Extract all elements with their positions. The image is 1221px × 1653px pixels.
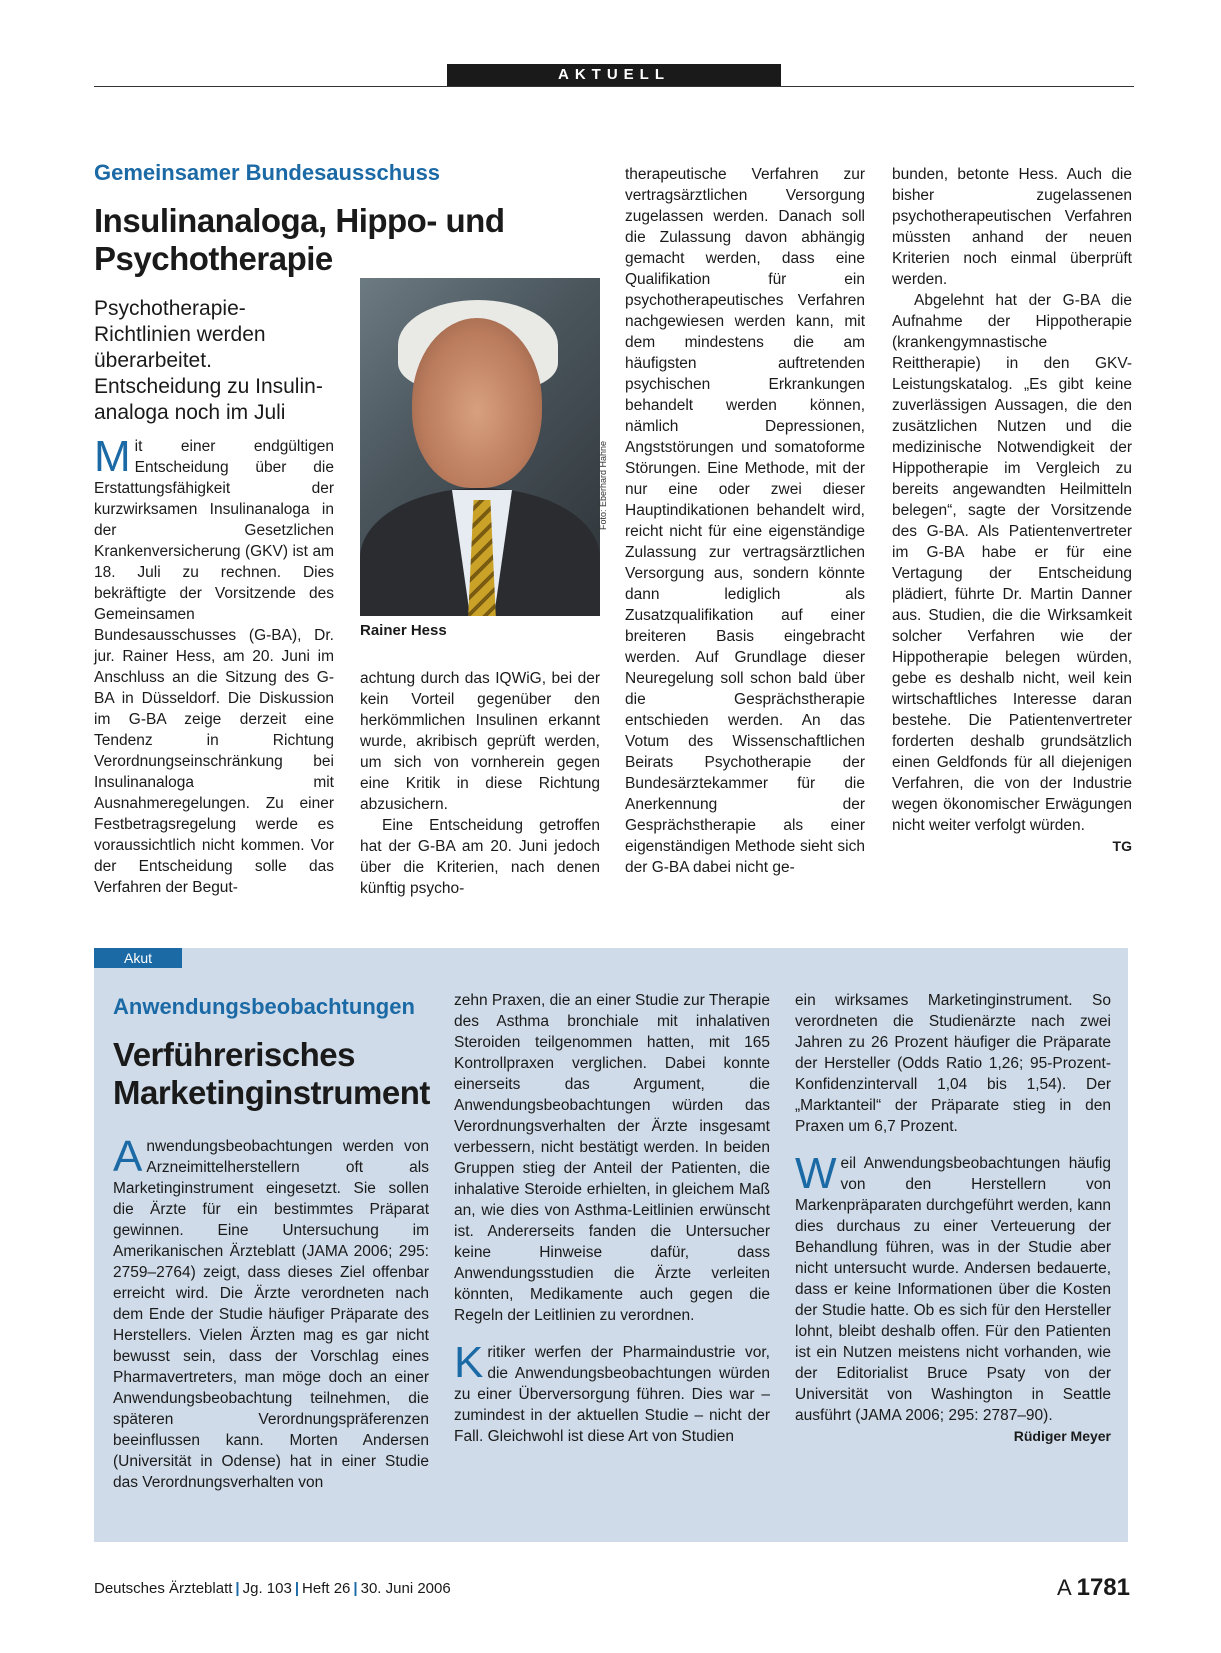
dropcap: A (113, 1132, 143, 1181)
article1-col2-p1: achtung durch das IQWiG, bei der kein Vorteil gegenüber den herkömmlichen Insulinen erkannt wurde, akribisch geprüft werden, um sich von vornherein gegen eine Kritik in diese Richtung abzusichern. (360, 670, 600, 813)
portrait-photo (360, 278, 600, 616)
header-rule (94, 86, 1134, 87)
dropcap: K (454, 1338, 484, 1387)
footer-volume: Jg. 103 (242, 1580, 292, 1597)
article2-col3-p2-wrap (795, 1149, 1111, 1426)
article1-col2-p2: Eine Entscheidung getroffen hat der G-BA am 20. Juni jedoch über die Kriterien, nach denen künftig psycho- (360, 817, 600, 897)
box-tag: Akut (94, 948, 182, 968)
article1-col3-text: therapeutische Verfahren zur vertragsärztlichen Versorgung zugelassen werden. Danach soll die Zulassung davon abhängig gemacht werden, dass eine Qualifikation für ein psychotherapeutisches Verfahren nachgewiesen werden kann, mit dem mindestens die am häufigsten auftretenden psychischen Erkrankungen behandelt werden können, nämlich Depressionen, Angststörungen und somatoforme Störungen. Eine Methode, mit der nur eine oder zwei dieser Hauptindikationen behandelt wird, reicht nicht für eine eigenständige Zulassung zur vertragsärztlichen Versorgung aus, sondern könnte dann lediglich als Zusatzqualifikation auf einer breiteren Basis eingebracht werden. Auf Grundlage dieser Neuregelung soll schon bald über die Gesprächstherapie entschieden werden. An das Votum des Wissenschaftlichen Beirats Psychotherapie der Bundesärztekammer für die Anerkennung der Gesprächstherapie als einer eigenständigen Methode sieht sich der G-BA dabei nicht ge- (625, 166, 865, 876)
article2-col3-p2: eil Anwendungsbeobachtungen häufig von den Herstellern von Markenpräparaten durchgeführt werden, kann dies durchaus zu einer Verteuerung der Behandlung führen, was in der Studie aber nicht untersucht wurde. Andersen bedauerte, dass er keine Informationen über die Kosten der Studie hatte. Ob es sich für den Hersteller lohnt, bleibt deshalb offen. Für den Patienten ist ein Nutzen meistens nicht vorhanden, wie der Editorialist Bruce Psaty von der Universität von Washington in Seattle ausführt (JAMA 2006; 295: 2787–90). (795, 1155, 1111, 1424)
article1-signature: TG (1112, 838, 1132, 854)
footer-journal: Deutsches Ärzteblatt (94, 1580, 233, 1597)
page-number (1030, 1574, 1130, 1602)
article1-col4-p1: bunden, betonte Hess. Auch die bisher zugelassenen psychotherapeutischen Verfahren müssten anhand der neuen Kriterien noch einmal überprüft werden. (892, 166, 1132, 288)
section-label: AKTUELL (447, 64, 781, 86)
article1-title-line1: Insulinanaloga, Hippo- und (94, 202, 505, 239)
article1-col4 (892, 164, 1132, 857)
photo-credit: Foto: Eberhard Hahne (598, 440, 608, 530)
article2-col2 (454, 990, 770, 1447)
article1-col3 (625, 164, 865, 878)
footer-issue: Heft 26 (302, 1580, 351, 1597)
article2-kicker: Anwendungsbeobachtungen (113, 994, 415, 1019)
dropcap: W (795, 1149, 837, 1198)
page-number-value: 1781 (1076, 1574, 1130, 1601)
article2-title-line2: Marketinginstrument (113, 1074, 430, 1111)
article1-col1 (94, 432, 334, 898)
article1-title (94, 202, 504, 278)
article2-title-line1: Verführerisches (113, 1036, 355, 1073)
article1-kicker: Gemeinsamer Bundesausschuss (94, 160, 441, 185)
article2-col1-text: nwendungsbeobachtungen werden von Arzneimittelherstellern oft als Marketinginstrument eingesetzt. Sie sollen die Ärzte für ein bestimmtes Präparat gewinnen. Eine Untersuchung im Amerikanischen Ärzteblatt (JAMA 2006; 295: 2759–2764) zeigt, dass dieses Ziel offenbar erreicht wird. Die Ärzte verordneten nach dem Ende der Studie häufiger Präparate des Herstellers. Vielen Ärzten mag es gar nicht bewusst sein, dass der Vorschlag eines Pharmavertreters, man möge doch an einer Anwendungsbeobachtung teilnehmen, die späteren Verordnungspräferenzen beeinflussen kann. Morten Andersen (Universität in Odense) hat in einer Studie das Verordnungsverhalten von (113, 1138, 429, 1491)
article1-title-line2: Psychotherapie (94, 240, 333, 277)
article2-col2-p2-wrap (454, 1338, 770, 1447)
article2-col2-p1: zehn Praxen, die an einer Studie zur Therapie des Asthma bronchiale mit inhalativen Steroiden teilgenommen hatten, mit 165 Kontrollpraxen verglichen. Dabei konnte einerseits das Argument, die Anwendungsbeobachtungen würden das Verordnungsverhalten der Ärzte insgesamt verbessern, nicht bestätigt werden. In beiden Gruppen stieg der Anteil der Patienten, die inhalative Steroide erhielten, in gleichem Maß an, wie dies von Asthma-Leitlinien erwünscht ist. Andererseits fanden die Untersucher keine Hinweise dafür, dass Anwendungsstudien die Ärzte verleiten könnten, Medikamente auch gegen die Regeln der Leitlinien zu verordnen. (454, 992, 770, 1324)
article1-col1-text: it einer endgültigen Entscheidung über die Erstattungsfähigkeit der kurzwirksamen Insulinanaloga in der Gesetzlichen Krankenversicherung (GKV) ist am 18. Juli zu rechnen. Dies bekräftigte der Vorsitzende des Gemeinsamen Bundesausschusses (G-BA), Dr. jur. Rainer Hess, am 20. Juni im Anschluss an die Sitzung des G-BA in Düsseldorf. Die Diskussion im G-BA zeige derzeit eine Tendenz in Richtung Verordnungseinschränkung bei Insulinanaloga mit Ausnahmeregelungen. Zu einer Festbetragsregelung werde es voraussichtlich nicht kommen. Vor der Entscheidung solle das Verfahren der Begut- (94, 438, 334, 896)
article2-col3 (795, 990, 1111, 1447)
footer-date: 30. Juni 2006 (360, 1580, 451, 1597)
photo-caption: Rainer Hess (360, 622, 447, 639)
footer: Deutsches Ärzteblatt | Jg. 103 | Heft 26 | 30. Juni 2006 (94, 1580, 451, 1597)
article2-col3-p1: ein wirksames Marketinginstrument. So verordneten die Studienärzte nach zwei Jahren zu 26 Prozent häufiger die Präparate der Hersteller (Odds Ratio 1,26; 95-Prozent-Konfidenzintervall 1,04 bis 1,54). Der „Marktanteil“ der Präparate stieg in den Praxen um 6,7 Prozent. (795, 992, 1111, 1135)
article2-col1 (113, 1132, 429, 1493)
article2-col2-p2: ritiker werfen der Pharmaindustrie vor, die Anwendungsbeobachtungen würden zu einer Überversorgung führen. Dies war – zumindest in der aktuellen Studie – nicht der Fall. Gleichwohl ist diese Art von Studien (454, 1344, 770, 1445)
article1-teaser: Psychotherapie-Richtlinien werden überarbeitet. Entscheidung zu Insulinanaloga noch im Juli (94, 297, 323, 424)
page-prefix: A (1057, 1575, 1071, 1600)
article1-col4-p2: Abgelehnt hat der G-BA die Aufnahme der Hippotherapie (krankengymnastische Reittherapie) in den GKV-Leistungskatalog. „Es gibt keine zuverlässigen Aussagen, die den zusätzlichen Nutzen und die medizinische Notwendigkeit der Hippotherapie im Vergleich zu bereits angewandten Heilmitteln belegen“, sagte der Vorsitzende des G-BA. Als Patientenvertreter im G-BA habe er für eine Vertagung der Entscheidung plädiert, führte Dr. Martin Danner aus. Studien, die die Wirksamkeit solcher Verfahren wie der Hippotherapie belegen würden, gebe es deshalb nicht, weil kein wirtschaftliches Interesse daran bestehe. Die Patientenvertreter forderten deshalb grundsätzlich einen Geldfonds für all diejenigen Verfahren, die von der Industrie wegen ökonomischer Erwägungen nicht weiter verfolgt würden. (892, 292, 1132, 834)
article2-title (113, 1036, 430, 1112)
article1-col2 (360, 668, 600, 899)
article2-signature: Rüdiger Meyer (1013, 1428, 1111, 1444)
dropcap: M (94, 432, 131, 481)
